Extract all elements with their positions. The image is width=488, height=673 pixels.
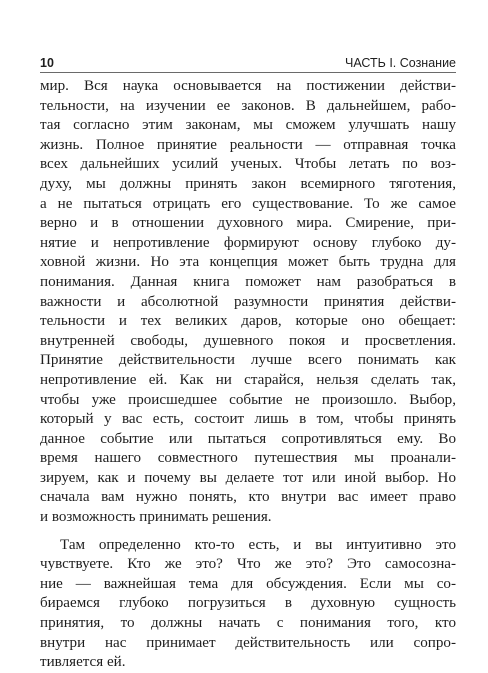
text-line: ховной жизни. Но эта концепция может быть трудна для — [40, 254, 456, 271]
text-line: зируем, как и почему вы делаете тот или иной выбор. Но — [40, 469, 456, 486]
text-line: жизнь. Полное принятие реальности — отправная точка — [40, 136, 456, 153]
paragraph-2 — [40, 536, 456, 673]
text-line: непротивление ей. Как ни старайся, нельзя сделать так, — [40, 371, 456, 388]
text-line: тельности и тех великих даров, которые оно обещает: — [40, 313, 456, 330]
text-line: который у вас есть, состоит лишь в том, чтобы принять — [40, 411, 456, 428]
text-line: а не пытаться отрицать его существование. То же самое — [40, 195, 456, 212]
paragraph-gap — [40, 528, 456, 536]
page-number: 10 — [40, 56, 54, 70]
text-line: понимания. Данная книга поможет нам разобраться в — [40, 273, 456, 290]
running-head: ЧАСТЬ I. Сознание — [345, 56, 456, 70]
text-line: время нашего совместного путешествия мы проанали- — [40, 450, 456, 467]
text-line: и возможность принимать решения. — [40, 509, 272, 526]
page-header — [40, 55, 456, 71]
text-line: тивляется ей. — [40, 654, 126, 671]
text-line: ние — важнейшая тема для обсуждения. Если мы со- — [40, 575, 456, 592]
body-text — [40, 77, 456, 673]
text-line: данное событие или пытаться сопротивляться ему. Во — [40, 430, 456, 447]
text-line: принятия, то должны начать с понимания того, кто — [40, 615, 456, 632]
header-rule — [40, 72, 456, 73]
text-line: тельности, на изучении ее законов. В дальнейшем, рабо- — [40, 97, 456, 114]
text-line: нятие и непротивление формируют основу глубоко ду- — [40, 234, 456, 251]
text-line: сначала вам нужно понять, кто внутри вас имеет право — [40, 489, 456, 506]
text-line: важности и абсолютной разумности принятия действи- — [40, 293, 456, 310]
text-line: Там определенно кто-то есть, и вы интуитивно это — [60, 536, 456, 553]
text-line: внутренней свободы, душевного покоя и просветления. — [40, 332, 456, 349]
text-line: чувствуете. Кто же это? Что же это? Это самосозна- — [40, 556, 456, 573]
text-line: внутри нас принимает действительность или сопро- — [40, 634, 456, 651]
text-line: верно и в отношении духовного мира. Смирение, при- — [40, 215, 456, 232]
text-line: мир. Вся наука основывается на постижении действи- — [40, 78, 456, 94]
text-line: чтобы уже происшедшее событие не произошло. Выбор, — [40, 391, 456, 408]
paragraph-1 — [40, 77, 456, 528]
text-line: Принятие действительности лучше всего понимать как — [40, 352, 456, 369]
text-line: всех дальнейших усилий ученых. Чтобы летать по воз- — [40, 156, 456, 173]
text-line: бираемся глубоко погрузиться в духовную сущность — [40, 595, 456, 612]
text-line: тая согласно этим законам, мы сможем улучшать нашу — [40, 117, 456, 134]
text-line: духу, мы должны принять закон всемирного тяготения, — [40, 175, 456, 192]
